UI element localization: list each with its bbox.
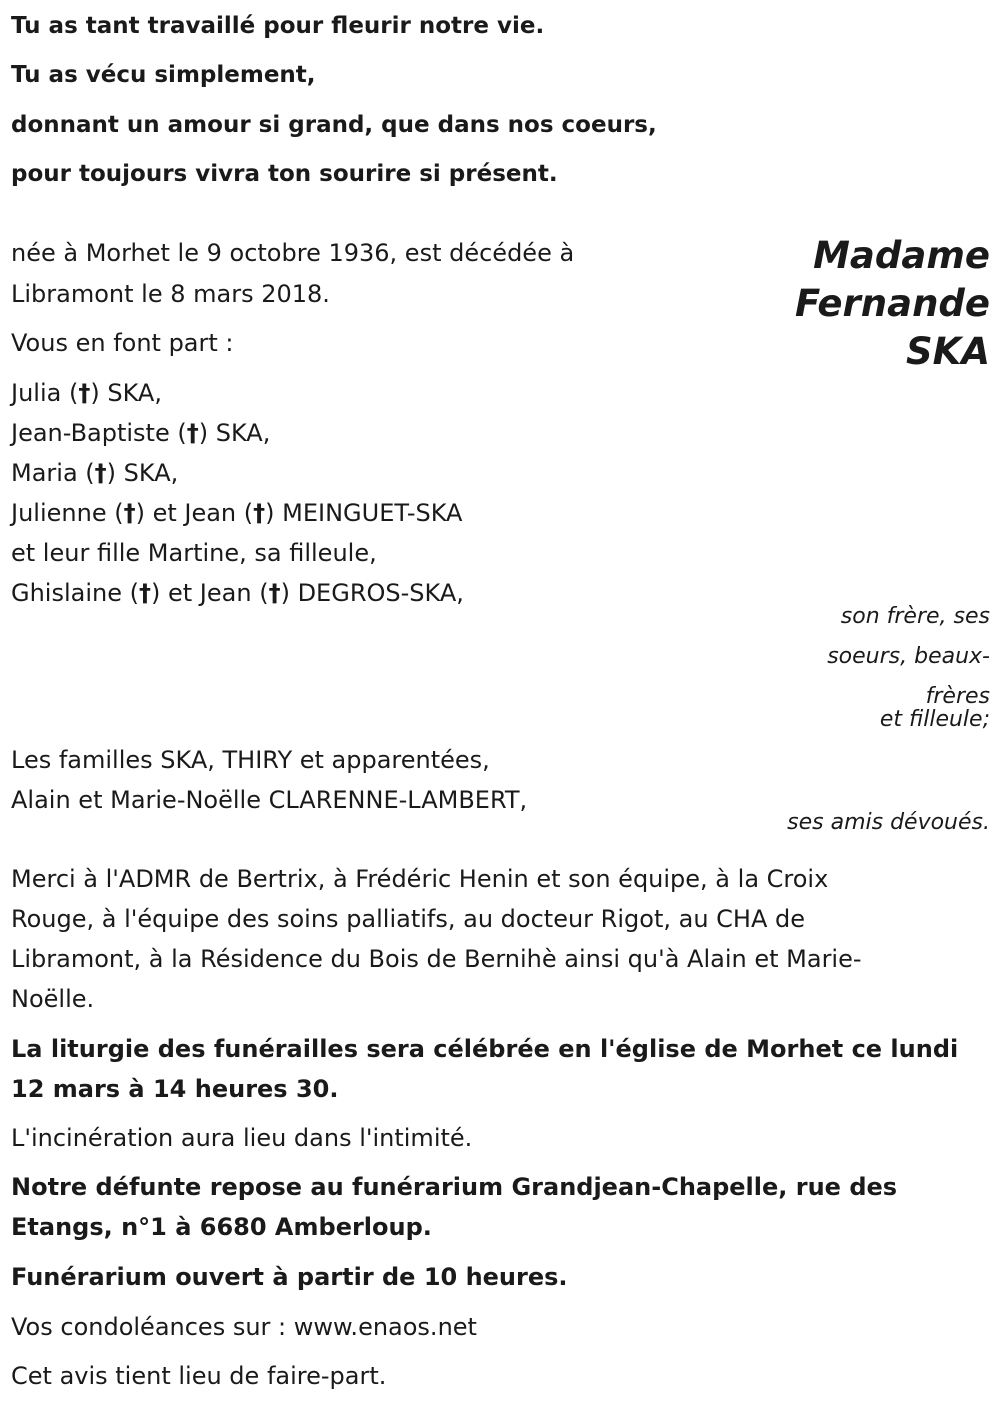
- birth-death-line: née à Morhet le 9 octobre 1936, est décédée à: [11, 239, 575, 267]
- poem-line: pour toujours vivra ton sourire si présent.: [11, 161, 558, 187]
- family-line: Julia (†) SKA,: [11, 379, 162, 407]
- cross-icon: †: [78, 379, 91, 407]
- family-relation-line: son frère, ses: [840, 604, 990, 629]
- family-member-surname: DEGROS-SKA,: [297, 579, 464, 607]
- family-member-conjunction: et Jean: [168, 579, 252, 607]
- family-line: et leur fille Martine, sa filleule,: [11, 539, 377, 567]
- family-line: Julienne (†) et Jean (†) MEINGUET-SKA: [11, 499, 463, 527]
- friends-line: Alain et Marie-Noëlle CLARENNE-LAMBERT,: [11, 786, 528, 814]
- friends-relation: ses amis dévoués.: [787, 810, 990, 835]
- family-member-surname: SKA,: [215, 419, 271, 447]
- family-member-name: Julienne: [11, 499, 107, 527]
- cross-icon: †: [268, 579, 281, 607]
- poem-line: Tu as tant travaillé pour fleurir notre vie.: [11, 13, 545, 39]
- poem-line: Tu as vécu simplement,: [11, 62, 316, 88]
- family-relation-line: soeurs, beaux-: [827, 644, 990, 669]
- family-line: Ghislaine (†) et Jean (†) DEGROS-SKA,: [11, 579, 464, 607]
- cross-icon: †: [123, 499, 136, 527]
- cross-icon: †: [94, 459, 107, 487]
- family-member-name: Ghislaine: [11, 579, 122, 607]
- thanks-line: Merci à l'ADMR de Bertrix, à Frédéric Henin et son équipe, à la Croix: [11, 865, 829, 893]
- deceased-first-name: Fernande: [795, 282, 990, 325]
- condolences-text: Vos condoléances sur : www.enaos.net: [11, 1313, 477, 1341]
- cross-icon: †: [186, 419, 199, 447]
- cross-icon: †: [139, 579, 151, 607]
- liturgy-line: 12 mars à 14 heures 30.: [11, 1075, 339, 1103]
- funerarium-line: Etangs, n°1 à 6680 Amberloup.: [11, 1213, 432, 1241]
- family-relation-line: et filleule;: [879, 707, 990, 732]
- funerarium-line: Notre défunte repose au funérarium Grandjean-Chapelle, rue des: [11, 1173, 898, 1201]
- thanks-line: Libramont, à la Résidence du Bois de Bernihè ainsi qu'à Alain et Marie-: [11, 945, 862, 973]
- friends-line: Les familles SKA, THIRY et apparentées,: [11, 746, 490, 774]
- family-member-surname: SKA,: [123, 459, 179, 487]
- family-line: Maria (†) SKA,: [11, 459, 179, 487]
- opening-hours: Funérarium ouvert à partir de 10 heures.: [11, 1263, 568, 1291]
- family-member-name: Maria: [11, 459, 78, 487]
- deceased-last-name: SKA: [906, 330, 990, 373]
- thanks-line: Rouge, à l'équipe des soins palliatifs, au docteur Rigot, au CHA de: [11, 905, 806, 933]
- family-member-conjunction: et Jean: [152, 499, 237, 527]
- birth-death-line: Libramont le 8 mars 2018.: [11, 280, 330, 308]
- family-member-name: Jean-Baptiste: [11, 419, 170, 447]
- notice-text: Cet avis tient lieu de faire-part.: [11, 1362, 387, 1390]
- family-relation-line: frères: [925, 684, 990, 709]
- cross-icon: †: [253, 499, 266, 527]
- family-member-name: Julia: [11, 379, 62, 407]
- deceased-title: Madame: [813, 234, 990, 277]
- family-line: Jean-Baptiste (†) SKA,: [11, 419, 271, 447]
- poem-line: donnant un amour si grand, que dans nos coeurs,: [11, 112, 657, 138]
- incineration-text: L'incinération aura lieu dans l'intimité.: [11, 1124, 473, 1152]
- thanks-line: Noëlle.: [11, 985, 95, 1013]
- family-member-surname: MEINGUET-SKA: [282, 499, 463, 527]
- family-member-surname: SKA,: [107, 379, 162, 407]
- liturgy-line: La liturgie des funérailles sera célébrée en l'église de Morhet ce lundi: [11, 1035, 959, 1063]
- announce-text: Vous en font part :: [11, 329, 234, 357]
